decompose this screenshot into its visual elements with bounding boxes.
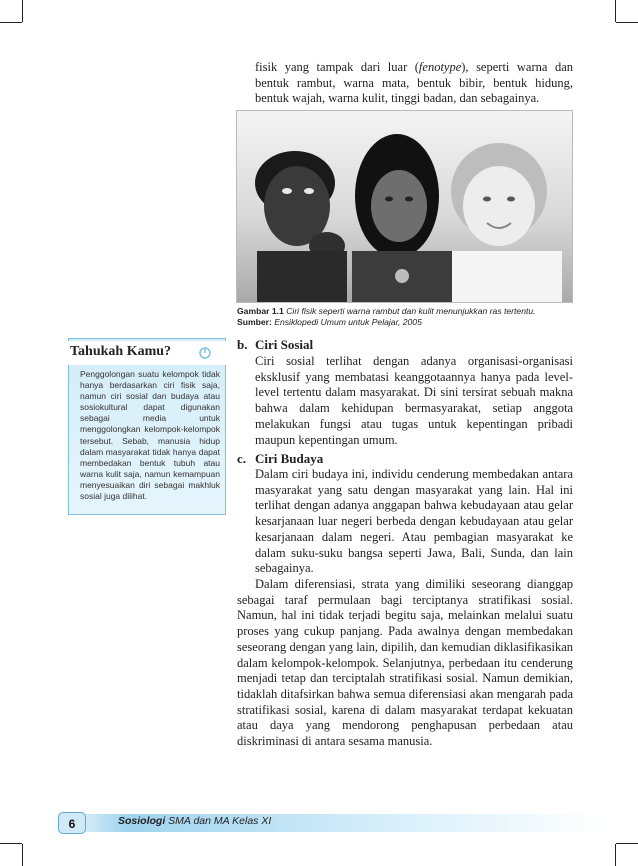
- footer-book-title: [118, 815, 271, 827]
- footer-title-rest: SMA dan MA Kelas XI: [168, 815, 272, 827]
- middle-child-eye: [385, 197, 393, 202]
- left-child-body: [257, 251, 347, 303]
- source-line: [237, 317, 577, 328]
- section-c-body-2: Dalam diferensiasi, strata yang dimiliki seseorang dianggap sebagai taraf permulaan bagi terciptanya stratifikasi sosial. Namun, hal ini tidak terjadi begitu saja, melainkan melalui suatu proses yang cukup panjang. Pada awalnya dengan membedakan seseorang dengan yang lain, dipilih, dan kemudian diklasifikasikan dalam kelompok-kelompok. Selanjutnya, perbedaan itu cenderung menjadi tetap dan terciptalah stratifikasi sosial. Namun demikian, tidaklah ditafsirkan bahwa semua diferensiasi akan mengarah pada stratifikasi sosial, karena di dalam masyarakat terdapat kekuatan atau daya yang mendorong penghapusan perbedaan atau diskriminasi di antara sesama manusia.: [237, 577, 573, 749]
- middle-child-brooch: [395, 269, 409, 283]
- section-b-body: Ciri sosial terlihat dengan adanya organisasi-organisasi eksklusif yang membatasi keanggotaannya hanya pada level-level tertentu dalam masyarakat. Di sini tersirat sebuah makna bahwa dalam kehidupan bermasyarakat, setiap anggota melakukan fungsi atau tugas untuk kepentingan pribadi maupun kepentingan umum.: [255, 354, 573, 447]
- children-illustration: [237, 111, 573, 303]
- caption-line: [237, 306, 577, 317]
- source-label: Sumber:: [237, 317, 272, 327]
- right-child-face: [463, 166, 535, 246]
- left-child-eye: [282, 188, 292, 194]
- left-child-eye: [304, 188, 314, 194]
- top-paragraph: [255, 60, 573, 107]
- crop-mark: [616, 843, 638, 844]
- page-number: 6: [58, 812, 86, 834]
- children-photo: [236, 110, 573, 303]
- section-b-marker: b.: [237, 337, 248, 352]
- spiral-ring-icon: [198, 346, 212, 360]
- crop-mark: [615, 844, 616, 866]
- crop-mark: [0, 22, 22, 23]
- sidebar-title: Tahukah Kamu?: [70, 344, 172, 359]
- sidebar-title-bar: [66, 341, 226, 365]
- middle-child-eye: [405, 197, 413, 202]
- crop-mark: [22, 0, 23, 22]
- section-c-marker: c.: [237, 451, 247, 466]
- right-child-eye: [507, 197, 515, 202]
- sidebar-body: Penggolongan suatu kelompok tidak hanya berdasarkan ciri fisik saja, namun ciri sosial dan budaya atau sosiokultural dapat digunakan sebagai media untuk menggolongkan kelompok-kelompok tersebut. Sebab, manusia hidup dalam masyarakat tidak hanya dapat membedakan bentuk tubuh atau warna kulit saja, namun kemampuan menyesuaikan diri sebagai makhluk sosial juga dilihat.: [80, 369, 220, 502]
- crop-mark: [22, 844, 23, 866]
- crop-mark: [615, 0, 616, 22]
- figure-caption: [237, 306, 577, 328]
- crop-mark: [616, 22, 638, 23]
- section-b-heading: [237, 337, 314, 353]
- section-c-heading: [237, 451, 324, 467]
- crop-mark: [0, 843, 22, 844]
- caption-label: Gambar 1.1: [237, 306, 284, 316]
- section-b-title: Ciri Sosial: [255, 337, 314, 352]
- top-paragraph-text: fisik yang tampak dari luar (fenotype), seperti warna dan bentuk rambut, warna mata, bentuk bibir, bentuk hidung, bentuk wajah, warna kulit, tinggi badan, dan sebagainya.: [255, 60, 573, 106]
- caption-text: Ciri fisik seperti warna rambut dan kulit menunjukkan ras tertentu.: [286, 306, 536, 316]
- right-child-eye: [483, 197, 491, 202]
- fenotype-term: fenotype: [418, 60, 462, 74]
- right-child-body: [452, 251, 562, 303]
- footer-band: [0, 814, 638, 832]
- section-c-body-1: Dalam ciri budaya ini, individu cenderung membedakan antara masyarakat yang satu dengan masyarakat yang lain. Hal ini terlihat dengan adanya anggapan bahwa kebudayaan atau gelar kesarjanaan luar negeri berbeda dengan kebudayaan atau gelar kesarjanaan dalam negeri. Atau pembagian masyarakat ke dalam suku-suku bangsa seperti Jawa, Bali, Sunda, dan lain sebagainya.: [255, 467, 573, 576]
- footer-title-bold: Sosiologi: [118, 815, 166, 827]
- section-c-title: Ciri Budaya: [255, 451, 324, 466]
- middle-child-face: [371, 170, 427, 242]
- source-text: Ensiklopedi Umum untuk Pelajar, 2005: [274, 317, 422, 327]
